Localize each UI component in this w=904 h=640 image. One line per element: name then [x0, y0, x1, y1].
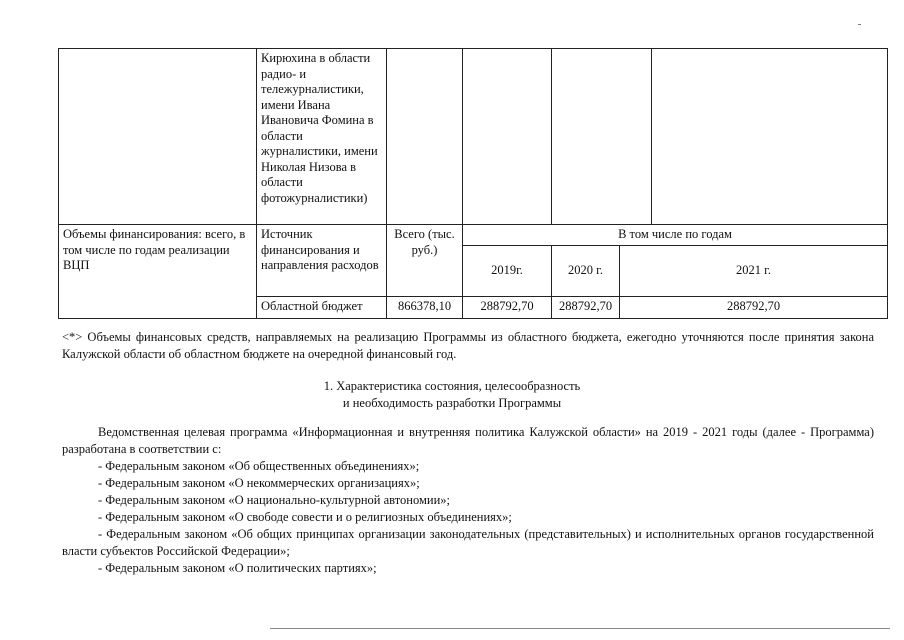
- value-2020: 288792,70: [552, 297, 620, 319]
- list-item: - Федеральным законом «Об общественных объединениях»;: [98, 459, 420, 473]
- financing-label: Объемы финансирования: всего, в том числе по годам реализации ВЦП: [59, 225, 257, 319]
- award-names-cell: Кирюхина в области радио- и тележурналистики, имени Ивана Ивановича Фомина в области журналистики, имени Николая Низова в области фотожурналистики): [257, 49, 387, 225]
- source-header: Источник финансирования и направления расходов: [257, 225, 387, 297]
- list-item: - Федеральным законом «О политических партиях»;: [98, 561, 377, 575]
- section-heading: [0, 378, 904, 412]
- value-2021: 288792,70: [620, 297, 888, 319]
- total-header: Всего (тыс. руб.): [387, 225, 463, 297]
- year-2019-header: 2019г.: [463, 246, 552, 297]
- table-cell: [59, 49, 257, 225]
- year-2021-header: 2021 г.: [620, 246, 888, 297]
- list-item: - Федеральным законом «О некоммерческих организациях»;: [98, 476, 420, 490]
- heading-line: 1. Характеристика состояния, целесообразность: [323, 379, 581, 393]
- total-value: 866378,10: [387, 297, 463, 319]
- intro-paragraph: Ведомственная целевая программа «Информационная и внутренняя политика Калужской области» на 2019 - 2021 годы (далее - Программа) разработана в соответствии с:: [62, 425, 874, 456]
- year-2020-header: 2020 г.: [552, 246, 620, 297]
- list-item: - Федеральным законом «Об общих принципах организации законодательных (представительных) и исполнительных органов государственной власти субъектов Российской Федерации»;: [62, 527, 874, 558]
- table-row: [59, 225, 888, 246]
- table-row: [59, 49, 888, 225]
- list-item: - Федеральным законом «О национально-культурной автономии»;: [98, 493, 451, 507]
- footnote: <*> Объемы финансовых средств, направляемых на реализацию Программы из областного бюджета, ежегодно уточняются после принятия закона Калужской области об областном бюджете на очередной финансовый год.: [62, 330, 874, 361]
- table-cell: [387, 49, 463, 225]
- table-cell: [463, 49, 552, 225]
- scan-mark: [858, 24, 861, 25]
- heading-line: и необходимость разработки Программы: [342, 396, 562, 410]
- table-cell: [652, 49, 888, 225]
- value-2019: 288792,70: [463, 297, 552, 319]
- scan-edge-line: [270, 628, 890, 629]
- budget-label: Областной бюджет: [257, 297, 387, 319]
- list-item: - Федеральным законом «О свободе совести и о религиозных объединениях»;: [98, 510, 512, 524]
- section-body: [62, 424, 874, 577]
- table-cell: [552, 49, 652, 225]
- financing-table: [58, 48, 888, 319]
- years-header: В том числе по годам: [463, 225, 888, 246]
